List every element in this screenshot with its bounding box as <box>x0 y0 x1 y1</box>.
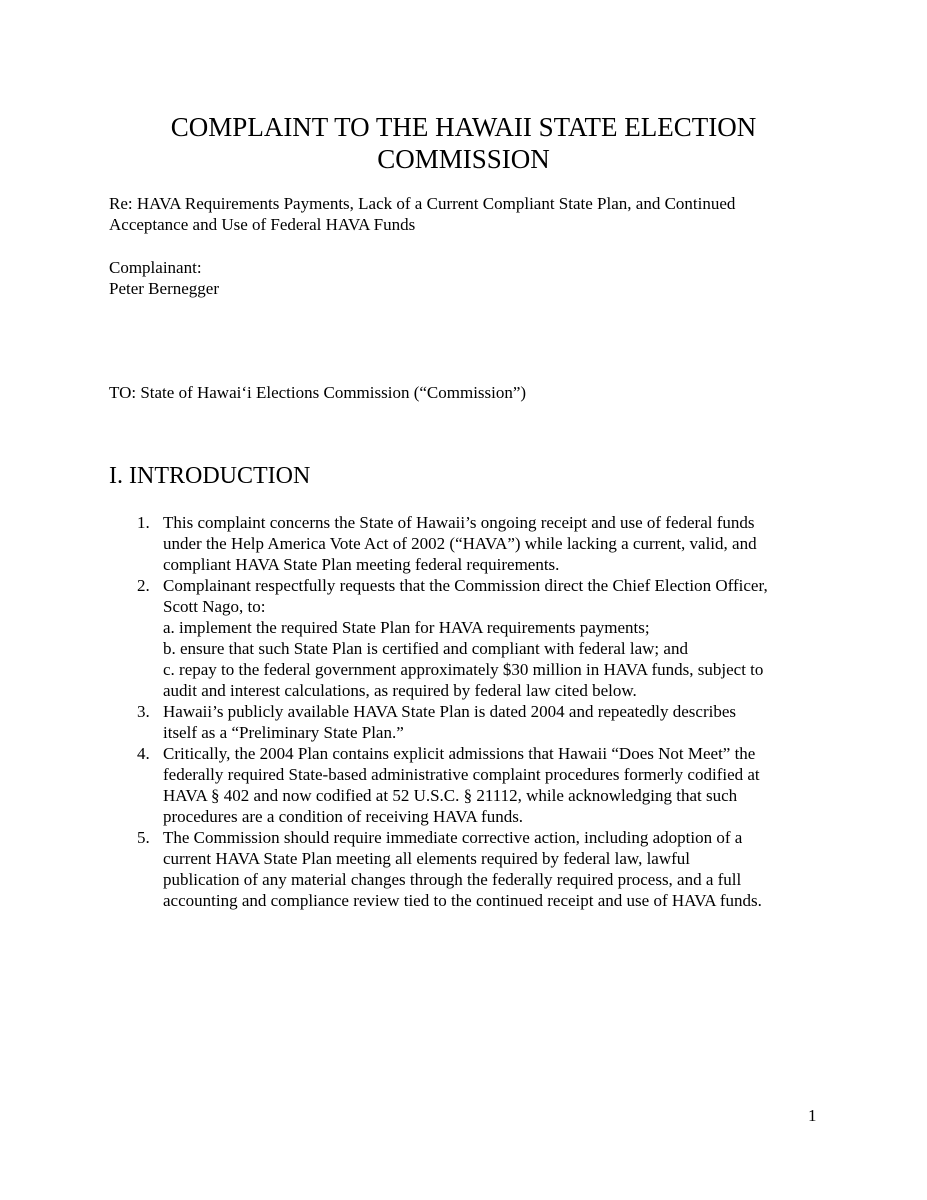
item-line: audit and interest calculations, as required by federal law cited below. <box>163 681 637 700</box>
item-line: a. implement the required State Plan for HAVA requirements payments; <box>163 618 650 637</box>
item-line: federally required State-based administrative complaint procedures formerly codified at <box>163 765 760 784</box>
complainant-label: Complainant: <box>109 258 202 277</box>
item-line: Scott Nago, to: <box>163 597 266 616</box>
page-number: 1 <box>808 1106 817 1125</box>
item-line: publication of any material changes through the federally required process, and a full <box>163 870 742 889</box>
list-item <box>109 827 824 911</box>
to-line-text: TO: State of Hawai‘i Elections Commission (“Commission”) <box>109 383 527 402</box>
section-heading: I. INTRODUCTION <box>109 463 311 489</box>
re-line <box>109 193 829 235</box>
item-line: itself as a “Preliminary State Plan.” <box>163 723 404 742</box>
item-line: under the Help America Vote Act of 2002 (“HAVA”) while lacking a current, valid, and <box>163 534 757 553</box>
item-line: The Commission should require immediate corrective action, including adoption of a <box>163 828 743 847</box>
item-line: Critically, the 2004 Plan contains explicit admissions that Hawaii “Does Not Meet” the <box>163 744 756 763</box>
re-line-text: Acceptance and Use of Federal HAVA Funds <box>109 215 416 234</box>
item-line: b. ensure that such State Plan is certified and compliant with federal law; and <box>163 639 688 658</box>
list-item <box>109 743 824 827</box>
item-number: 4. <box>137 744 150 763</box>
to-line <box>109 382 829 403</box>
list-item <box>109 512 824 575</box>
item-line: current HAVA State Plan meeting all elements required by federal law, lawful <box>163 849 690 868</box>
item-number: 2. <box>137 576 150 595</box>
item-number: 3. <box>137 702 150 721</box>
item-line: Hawaii’s publicly available HAVA State Plan is dated 2004 and repeatedly describes <box>163 702 736 721</box>
re-line-text: Re: HAVA Requirements Payments, Lack of a Current Compliant State Plan, and Continued <box>109 194 736 213</box>
item-line: HAVA § 402 and now codified at 52 U.S.C. § 21112, while acknowledging that such <box>163 786 738 805</box>
item-line: c. repay to the federal government approximately $30 million in HAVA funds, subject to <box>163 660 764 679</box>
complainant-name: Peter Bernegger <box>109 279 219 298</box>
item-number: 5. <box>137 828 150 847</box>
document-title <box>0 111 927 175</box>
item-line: accounting and compliance review tied to the continued receipt and use of HAVA funds. <box>163 891 762 910</box>
item-line: compliant HAVA State Plan meeting federal requirements. <box>163 555 560 574</box>
list-item <box>109 575 824 701</box>
item-line: procedures are a condition of receiving HAVA funds. <box>163 807 524 826</box>
title-line: COMPLAINT TO THE HAWAII STATE ELECTION <box>170 112 757 142</box>
item-line: This complaint concerns the State of Hawaii’s ongoing receipt and use of federal funds <box>163 513 755 532</box>
item-number: 1. <box>137 513 150 532</box>
numbered-list <box>109 512 824 911</box>
complainant-block <box>109 257 829 299</box>
list-item <box>109 701 824 743</box>
title-line: COMMISSION <box>377 144 550 174</box>
item-line: Complainant respectfully requests that the Commission direct the Chief Election Officer, <box>163 576 768 595</box>
